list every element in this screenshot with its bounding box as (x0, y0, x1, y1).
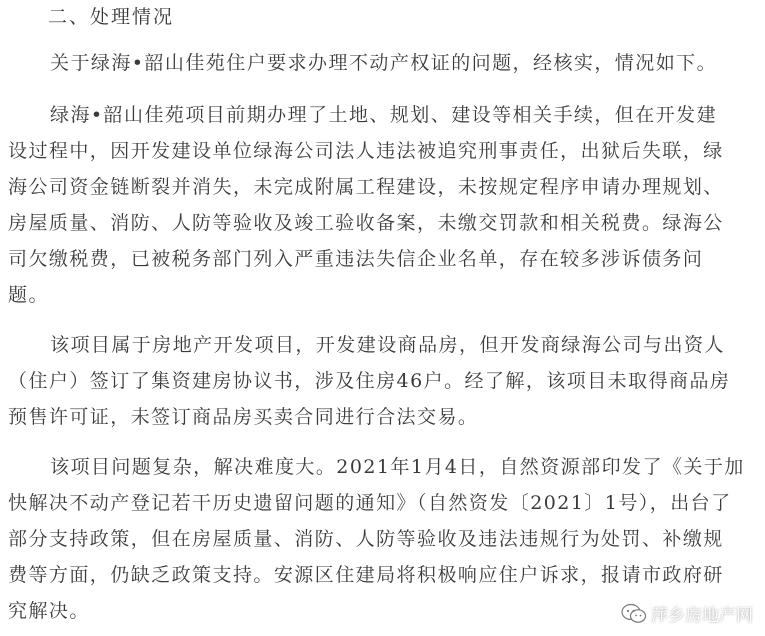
paragraph-line: 设过程中，因开发建设单位绿海公司法人违法被追究刑事责任，出狱后失联，绿 (8, 140, 724, 162)
paragraph-line: 该项目问题复杂，解决难度大。2021年1月4日，自然资源部印发了《关于加 (50, 456, 745, 478)
paragraph-line: 题。 (8, 284, 49, 306)
paragraph-line: 该项目属于房地产开发项目，开发建设商品房，但开发商绿海公司与出资人 (50, 334, 725, 356)
paragraph-line: （住户）签订了集资建房协议书，涉及住房46户。经了解，该项目未取得商品房 (8, 370, 731, 392)
paragraph-line: 海公司资金链断裂并消失，未完成附属工程建设，未按规定程序申请办理规划、 (8, 176, 724, 198)
paragraph-line: 部分支持政策，但在房屋质量、消防、人防等验收及违法违规行为处罚、补缴规 (8, 528, 724, 550)
paragraph-line: 究解决。 (8, 600, 90, 622)
wechat-icon (621, 603, 647, 625)
section-heading: 二、处理情况 (48, 6, 175, 28)
paragraph-line: 房屋质量、消防、人防等验收及竣工验收备案，未缴交罚款和相关税费。绿海公 (8, 212, 724, 234)
paragraph-line: 预售许可证，未签订商品房买卖合同进行合法交易。 (8, 406, 479, 428)
paragraph-line: 费等方面，仍缺乏政策支持。安源区住建局将积极响应住户诉求，报请市政府研 (8, 564, 724, 586)
watermark (621, 601, 753, 626)
paragraph-line: 司欠缴税费，已被税务部门列入严重违法失信企业名单，存在较多涉诉债务问 (8, 248, 704, 270)
paragraph-line: 绿海•韶山佳苑项目前期办理了土地、规划、建设等相关手续，但在开发建 (50, 104, 718, 126)
paragraph-line: 快解决不动产登记若干历史遗留问题的通知》（自然资发〔2021〕1号），出台了 (8, 492, 732, 514)
paragraph-line: 关于绿海•韶山佳苑住户要求办理不动产权证的问题，经核实，情况如下。 (50, 52, 718, 74)
watermark-text: 萍乡房地产网 (651, 606, 753, 626)
